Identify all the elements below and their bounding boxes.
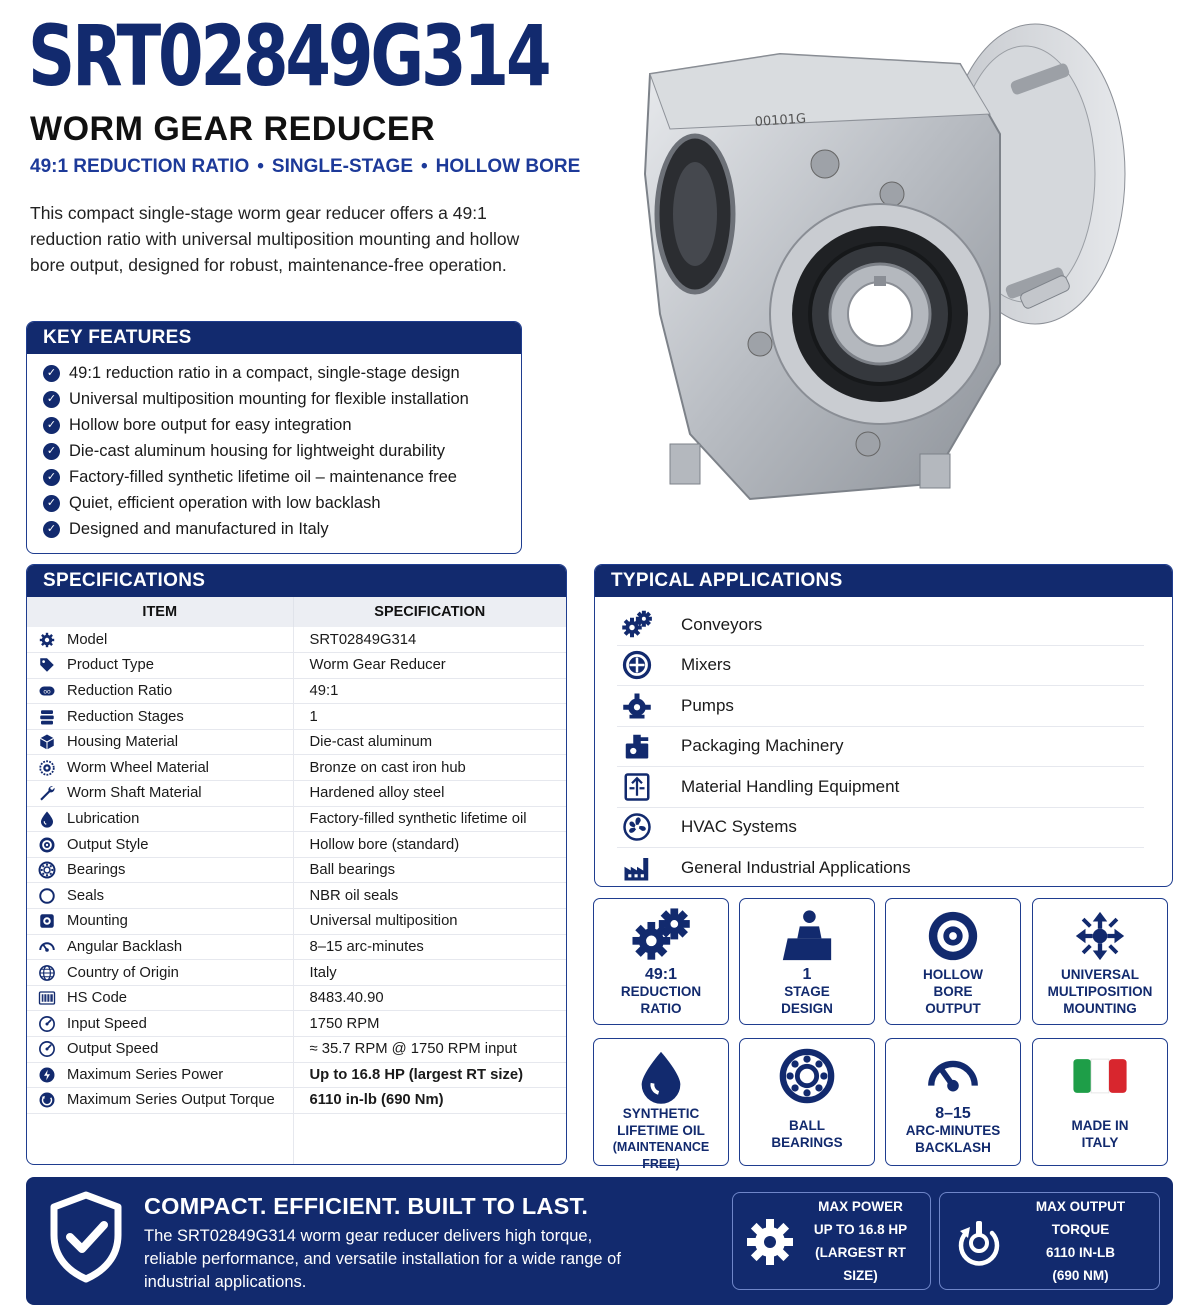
spec-row	[27, 1037, 566, 1063]
spec-value: Hardened alloy steel	[293, 781, 566, 807]
spec-row	[27, 985, 566, 1011]
feature-text: Die-cast aluminum housing for lightweight durability	[69, 441, 446, 460]
max-torque-value: 6110 IN-LB	[1045, 1245, 1116, 1260]
feature-item	[43, 412, 521, 438]
spec-item: Housing Material	[67, 729, 293, 755]
feature-tile	[1032, 898, 1168, 1025]
check-icon: ✓	[43, 365, 60, 382]
spec-item: Worm Shaft Material	[67, 781, 293, 807]
application-label: Pumps	[681, 695, 734, 715]
tile-label-line: MADE IN	[1071, 1118, 1129, 1133]
italy-flag-icon	[1069, 1047, 1131, 1105]
svg-text:oo: oo	[43, 688, 51, 696]
application-item	[617, 605, 1144, 646]
tile-label-line: BEARINGS	[771, 1135, 843, 1150]
spec-row	[27, 678, 566, 704]
gear-icon	[38, 631, 56, 649]
barcode-icon	[38, 989, 56, 1007]
tile-label-line: ARC-MINUTES	[905, 1123, 1001, 1138]
spec-item: Angular Backlash	[67, 934, 293, 960]
spec-value: Factory-filled synthetic lifetime oil	[293, 806, 566, 832]
check-icon: ✓	[43, 469, 60, 486]
ratio-icon	[38, 682, 56, 700]
spec-item: Country of Origin	[67, 960, 293, 986]
spec-value: 6110 in-lb (690 Nm)	[293, 1088, 566, 1114]
banner-title: COMPACT. EFFICIENT. BUILT TO LAST.	[144, 1193, 589, 1219]
tag-icon	[38, 656, 56, 674]
check-icon: ✓	[43, 443, 60, 460]
mount-icon	[38, 912, 56, 930]
gear-reducer-product-image	[630, 14, 1130, 506]
feature-list	[27, 354, 521, 542]
torque-icon	[954, 1217, 1004, 1267]
applications-heading: TYPICAL APPLICATIONS	[595, 565, 1172, 597]
application-item	[617, 848, 1144, 887]
spec-item: Product Type	[67, 653, 293, 679]
tile-label-line: REDUCTION	[620, 984, 702, 999]
feature-item	[43, 386, 521, 412]
tile-label-line: ITALY	[1081, 1135, 1119, 1150]
key-features-heading: KEY FEATURES	[27, 322, 521, 354]
specifications-table	[27, 597, 566, 1165]
applications-list	[595, 597, 1172, 887]
feature-tile	[1032, 1038, 1168, 1166]
tile-label-line: (MAINTENANCE FREE)	[612, 1140, 710, 1171]
spec-row	[27, 832, 566, 858]
feature-text: Factory-filled synthetic lifetime oil – maintenance free	[69, 467, 457, 486]
check-icon: ✓	[43, 521, 60, 538]
tagline	[30, 156, 580, 178]
tile-label-line: BALL	[789, 1118, 825, 1133]
application-label: Packaging Machinery	[681, 736, 844, 756]
feature-item	[43, 438, 521, 464]
max-torque-note: (690 NM)	[1052, 1268, 1109, 1283]
application-item	[617, 727, 1144, 768]
stack-icon	[38, 708, 56, 726]
tagline-ratio: 49:1 REDUCTION RATIO	[30, 156, 250, 177]
application-item	[617, 808, 1144, 849]
application-item	[617, 767, 1144, 808]
specifications-panel	[26, 564, 567, 1165]
spec-item: Maximum Series Output Torque	[67, 1088, 293, 1114]
application-label: Mixers	[681, 655, 732, 675]
spec-item: Mounting	[67, 909, 293, 935]
spec-value: Worm Gear Reducer	[293, 653, 566, 679]
applications-panel	[594, 564, 1173, 887]
spec-item: Seals	[67, 883, 293, 909]
product-title: SRT02849G314	[28, 7, 549, 105]
feature-item	[43, 464, 521, 490]
wrench-icon	[38, 784, 56, 802]
max-power-stat	[732, 1192, 931, 1290]
globe-icon	[38, 964, 56, 982]
spec-value: Die-cast aluminum	[293, 729, 566, 755]
feature-tile	[593, 898, 729, 1025]
wheel-icon	[38, 759, 56, 777]
spec-item: Lubrication	[67, 806, 293, 832]
casting-marking: 00101G	[754, 111, 807, 130]
feature-tile	[739, 898, 875, 1025]
max-power-note: (LARGEST RT SIZE)	[815, 1245, 906, 1283]
shield-check-icon	[48, 1191, 124, 1283]
application-label: Conveyors	[681, 614, 763, 634]
tile-label-line: BACKLASH	[915, 1140, 991, 1155]
spec-value: Bronze on cast iron hub	[293, 755, 566, 781]
spec-row	[27, 806, 566, 832]
cube-icon	[38, 733, 56, 751]
application-label: Material Handling Equipment	[681, 776, 900, 796]
feature-text: Designed and manufactured in Italy	[69, 519, 329, 538]
spec-row	[27, 857, 566, 883]
spec-item: Maximum Series Power	[67, 1062, 293, 1088]
intro-paragraph: This compact single-stage worm gear reducer offers a 49:1 reduction ratio with universal multiposition mounting and hollow bore output, designed for robust, maintenance-free operation.	[30, 203, 520, 275]
packaging-icon	[617, 731, 657, 761]
bore-icon	[922, 907, 984, 965]
tagline-separator: •	[257, 156, 264, 177]
feature-text: Universal multiposition mounting for flexible installation	[69, 389, 469, 408]
tile-label-line: SYNTHETIC	[622, 1106, 700, 1121]
tile-label-line: 49:1	[644, 966, 678, 983]
tile-label-line: BORE	[933, 984, 973, 999]
spec-row	[27, 781, 566, 807]
spec-row	[27, 755, 566, 781]
spec-row	[27, 653, 566, 679]
pump-icon	[617, 691, 657, 721]
tile-label-line: STAGE	[784, 984, 830, 999]
spec-value: 8–15 arc-minutes	[293, 934, 566, 960]
factory-icon	[617, 853, 657, 883]
spec-row	[27, 704, 566, 730]
max-power-value: UP TO 16.8 HP	[813, 1222, 908, 1237]
tile-label-line: LIFETIME OIL	[617, 1123, 705, 1138]
product-subtitle: WORM GEAR REDUCER	[30, 110, 436, 148]
spec-row	[27, 627, 566, 653]
feature-tile	[885, 1038, 1021, 1166]
feature-tile	[885, 898, 1021, 1025]
ring-icon	[38, 887, 56, 905]
spec-filler-row	[27, 1113, 566, 1165]
tile-label-line: MOUNTING	[1063, 1001, 1137, 1016]
spec-row	[27, 883, 566, 909]
max-torque-stat	[939, 1192, 1160, 1290]
feature-tile	[739, 1038, 875, 1166]
bottom-banner	[26, 1177, 1173, 1305]
tile-label-line: RATIO	[640, 1001, 682, 1016]
spec-item: Worm Wheel Material	[67, 755, 293, 781]
spec-header-row	[27, 597, 566, 627]
fan-icon	[617, 812, 657, 842]
gears-icon	[617, 610, 657, 640]
tile-label-line: OUTPUT	[925, 1001, 981, 1016]
spec-row	[27, 909, 566, 935]
spec-value: 49:1	[293, 678, 566, 704]
gauge-icon	[38, 938, 56, 956]
multiposition-icon	[1069, 907, 1131, 965]
spec-value: 8483.40.90	[293, 985, 566, 1011]
bore-icon	[38, 836, 56, 854]
spec-col-item: ITEM	[27, 597, 293, 627]
mixer-icon	[617, 650, 657, 680]
feature-text: Hollow bore output for easy integration	[69, 415, 352, 434]
tile-label-line: HOLLOW	[923, 967, 983, 982]
stage-icon	[776, 907, 838, 965]
spec-row	[27, 960, 566, 986]
feature-tile	[593, 1038, 729, 1171]
feature-text: 49:1 reduction ratio in a compact, single-stage design	[69, 363, 460, 382]
spec-row	[27, 729, 566, 755]
torque-icon	[38, 1091, 56, 1109]
spec-value: Hollow bore (standard)	[293, 832, 566, 858]
bearing-icon	[38, 861, 56, 879]
tagline-separator: •	[421, 156, 428, 177]
feature-item	[43, 360, 521, 386]
spec-item: Model	[67, 627, 293, 653]
spec-value: SRT02849G314	[293, 627, 566, 653]
spec-item: Reduction Stages	[67, 704, 293, 730]
spec-item: Output Speed	[67, 1037, 293, 1063]
tile-label-line: UNIVERSAL	[1060, 967, 1139, 982]
spec-value: 1750 RPM	[293, 1011, 566, 1037]
feature-text: Quiet, efficient operation with low backlash	[69, 493, 381, 512]
spec-value: 1	[293, 704, 566, 730]
power-icon	[38, 1066, 56, 1084]
gauge-icon	[922, 1047, 984, 1105]
spec-value: ≈ 35.7 RPM @ 1750 RPM input	[293, 1037, 566, 1063]
spec-value: Up to 16.8 HP (largest RT size)	[293, 1062, 566, 1088]
spec-item: Reduction Ratio	[67, 678, 293, 704]
application-label: General Industrial Applications	[681, 858, 911, 878]
tile-label-line: 8–15	[935, 1105, 971, 1122]
check-icon: ✓	[43, 417, 60, 434]
specifications-heading: SPECIFICATIONS	[27, 565, 566, 597]
spec-row	[27, 934, 566, 960]
handling-icon	[617, 772, 657, 802]
spec-row	[27, 1011, 566, 1037]
spec-value: Ball bearings	[293, 857, 566, 883]
tile-label-line: 1	[802, 966, 812, 983]
tagline-bore: HOLLOW BORE	[435, 156, 581, 177]
spec-item: Output Style	[67, 832, 293, 858]
tile-label-line: DESIGN	[781, 1001, 833, 1016]
feature-item	[43, 490, 521, 516]
application-label: HVAC Systems	[681, 817, 797, 837]
check-icon: ✓	[43, 495, 60, 512]
application-item	[617, 646, 1144, 687]
speed-icon	[38, 1040, 56, 1058]
bearing-icon	[776, 1047, 838, 1105]
spec-row	[27, 1062, 566, 1088]
tagline-stage: SINGLE-STAGE	[271, 156, 413, 177]
spec-row	[27, 1088, 566, 1114]
application-item	[617, 686, 1144, 727]
banner-text: The SRT02849G314 worm gear reducer delivers high torque, reliable performance, and versatile installation for a wide range of industrial applications.	[144, 1227, 621, 1291]
droplet-icon	[630, 1047, 692, 1105]
spec-value: Universal multiposition	[293, 909, 566, 935]
check-icon: ✓	[43, 391, 60, 408]
max-power-label: MAX POWER	[818, 1199, 903, 1214]
gear-icon	[745, 1217, 795, 1267]
spec-item: Bearings	[67, 857, 293, 883]
spec-item: HS Code	[67, 985, 293, 1011]
gears-icon	[630, 907, 692, 965]
key-features-panel	[26, 321, 522, 554]
feature-item	[43, 516, 521, 542]
tile-label-line: MULTIPOSITION	[1047, 984, 1153, 999]
droplet-icon	[38, 810, 56, 828]
spec-value: NBR oil seals	[293, 883, 566, 909]
spec-item: Input Speed	[67, 1011, 293, 1037]
spec-col-specification: SPECIFICATION	[293, 597, 566, 627]
speed-icon	[38, 1015, 56, 1033]
spec-value: Italy	[293, 960, 566, 986]
max-torque-label: MAX OUTPUT TORQUE	[1035, 1199, 1126, 1237]
